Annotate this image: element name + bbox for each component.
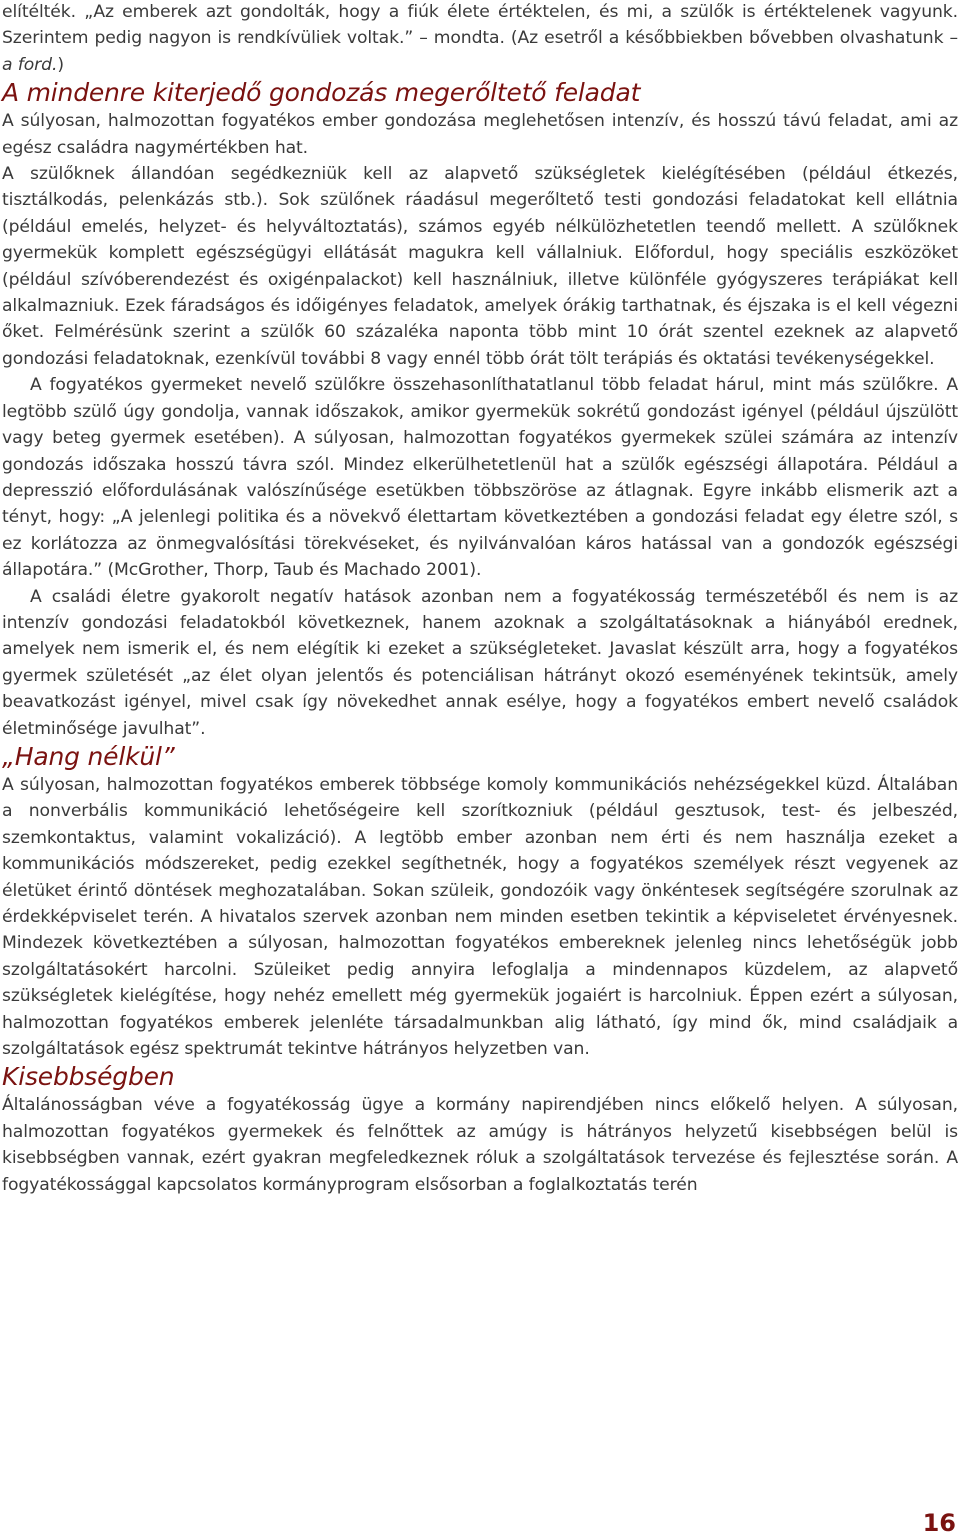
care-paragraph-2: A szülőknek állandóan segédkezniük kell az alapvető szükségletek kielégítésében (például étkezés, tisztálkodás, pelenkázás stb.). Sok szülőnek ráadásul megerőltető testi gondozási feladatokat kell ellátnia (például emelés, helyzet- és helyváltoztatás), számos egyéb nélkülözhetetlen teendő mellett. A szülőknek gyermekük komplett egészségügyi ellátását magukra kell vállalniuk. Előfordul, hogy speciális eszközöket (például szívóberendezést és oxigénpalackot) kell használniuk, illetve különféle gyógyszeres terápiákat kell alkalmazniuk. Ezek fáradságos és időigényes feladatok, amelyek órákig tarthatnak, és éjszaka is el kell végezni őket. Felmérésünk szerint a szülők 60 százaléka naponta több mint 10 órát szentel ezeknek az alapvető gondozási feladatoknak, ezenkívül további 8 vagy ennél több órát tölt terápiás és oktatási tevékenységekkel. bbox=[2, 164, 958, 369]
care-paragraph-1: A súlyosan, halmozottan fogyatékos ember gondozása meglehetősen intenzív, és hosszú távú feladat, ami az egész családra nagymértékben hat. bbox=[2, 111, 958, 158]
care-paragraph-4: A családi életre gyakorolt negatív hatások azonban nem a fogyatékosság természetéből és nem is az intenzív gondozási feladatokból következnek, hanem azoknak a szolgáltatásoknak a hiányából erednek, amelyek nem ismerik el, és nem elégítik ki ezeket a szükségleteket. Javaslat készült arra, hogy a fogyatékos gyermek születését „az élet olyan jelentős és potenciálisan hátrányt okozó eseményének tekintsük, amely beavatkozást igényel, mivel csak így növekedhet annak esélye, hogy a fogyatékos embert nevelő családok életminősége javulhat”. bbox=[2, 586, 958, 739]
section-heading-care: A mindenre kiterjedő gondozás megerőltető feladat bbox=[2, 78, 641, 108]
minority-paragraph-1: Általánosságban véve a fogyatékosság ügye a kormány napirendjében nincs előkelő helyen. A súlyosan, halmozottan fogyatékos gyermekek és felnőttek az amúgy is hátrányos helyzetű kisebbségen belül is kisebbségben vannak, ezért gyakran megfeledkeznek róluk a szolgáltatások tervezése és fejlesztése során. A fogyatékossággal kapcsolatos kormányprogram elsősorban a foglalkoztatás terén bbox=[2, 1095, 958, 1195]
intro-text: elítélték. „Az emberek azt gondolták, hogy a fiúk élete értéktelen, és mi, a szülők is értéktelenek vagyunk. Szerintem pedig nagyon is rendkívüliek voltak.” – mondta. (Az esetről a későbbiekben bővebben olvashatunk – bbox=[2, 2, 958, 49]
voiceless-paragraph-1: A súlyosan, halmozottan fogyatékos emberek többsége komoly kommunikációs nehézségekkel küzd. Általában a nonverbális kommunikáció lehetőségeire kell szorítkozniuk (például gesztusok, test- és jelbeszéd, szemkontaktus, valamint vokalizáció). A legtöbb ember azonban nem érti és nem használja ezeket a kommunikációs módszereket, pedig ezekkel segíthetnék, hogy a fogyatékos személyek részt vegyenek az életüket érintő döntések meghozatalában. Sokan szüleik, gondozóik vagy önkéntesek segítségére szorulnak az érdekképviselet terén. A hivatalos szervek azonban nem minden esetben tekintik a képviseletet érvényesnek. Mindezek következtében a súlyosan, halmozottan fogyatékos embereknek jelenleg nincs lehetőségük jobb szolgáltatásokért harcolni. Szüleiket pedig annyira lefoglalja a mindennapos küzdelem, az alapvető szükségletek kielégítése, hogy nehéz emellett még gyermekük jogaiért is harcolniuk. Éppen ezért a súlyosan, halmozottan fogyatékos emberek jelenléte társadalmunkban alig látható, így mind ők, mind családjaik a szolgáltatások egész spektrumát tekintve hátrányos helyzetben van. bbox=[2, 774, 958, 1060]
intro-paragraph bbox=[2, 0, 958, 78]
section-heading-minority: Kisebbségben bbox=[2, 1062, 175, 1092]
page-number: 16 bbox=[922, 1509, 956, 1537]
section-heading-voiceless: „Hang nélkül” bbox=[2, 741, 175, 771]
intro-close: ) bbox=[57, 54, 64, 75]
care-paragraph-3: A fogyatékos gyermeket nevelő szülőkre összehasonlíthatatlanul több feladat hárul, mint más szülőkre. A legtöbb szülő úgy gondolja, vannak időszakok, amikor gyermekük sokrétű gondozást igényel (például újszülött vagy beteg gyermek esetében). A súlyosan, halmozottan fogyatékos gyermekek szülei számára az intenzív gondozás időszaka hosszú távra szól. Mindez elkerülhetetlenül hat a szülők egészségi állapotára. Például a depresszió előfordulásának valószínűsége esetükben többszöröse az átlagnak. Egyre inkább elismerik azt a tényt, hogy: „A jelenlegi politika és a növekvő élettartam következtében a gondozási feladat egy életre szól, s ez korlátozza az önmegvalósítási törekvéseket, és nyilvánvalóan káros hatással van a gondozók egészségi állapotára.” (McGrother, Thorp, Taub és Machado 2001). bbox=[2, 375, 958, 581]
intro-italic-note: a ford. bbox=[2, 54, 58, 75]
